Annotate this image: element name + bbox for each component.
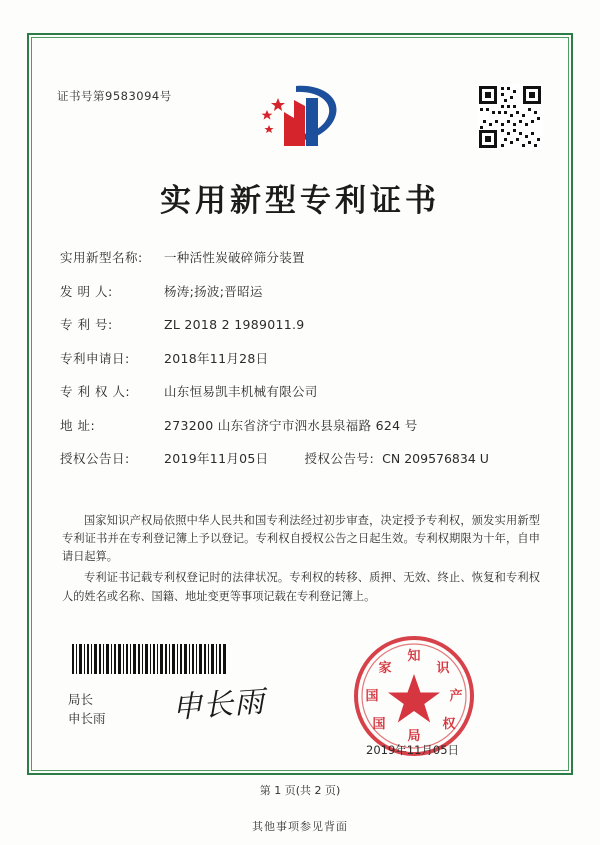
seal-date: 2019年11月05日	[366, 743, 460, 757]
field-row-utility-model-name	[60, 248, 540, 266]
field-value-grant-number: CN 209576834 U	[382, 451, 489, 466]
svg-text:家: 家	[378, 661, 392, 676]
field-label: 发 明 人:	[60, 283, 113, 299]
svg-text:产: 产	[449, 689, 463, 704]
field-row-address	[60, 416, 540, 434]
field-value: 杨涛;扬波;晋昭运	[164, 283, 263, 299]
field-row-application-date	[60, 349, 540, 367]
field-row-patentee	[60, 382, 540, 400]
legal-paragraph-1: 国家知识产权局依照中华人民共和国专利法经过初步审查，决定授予专利权，颁发实用新型专利证书并在专利登记簿上予以登记。专利权自授权公告之日起生效。专利权期限为十年，自申请日起算。	[62, 514, 540, 564]
field-label: 实用新型名称:	[60, 250, 143, 265]
director-title: 局长	[68, 692, 94, 707]
field-row-inventor	[60, 282, 540, 300]
field-value-grant-date: 2019年11月05日	[164, 451, 269, 466]
field-value: 一种活性炭破碎筛分装置	[164, 250, 305, 265]
svg-text:国: 国	[365, 689, 379, 704]
director-title-block	[68, 690, 106, 729]
certificate-number: 证书号第9583094号	[57, 89, 172, 103]
field-row-patent-number	[60, 315, 540, 333]
field-label: 专 利 权 人:	[60, 384, 131, 399]
footer-note: 其他事项参见背面	[252, 820, 348, 833]
qr-code-icon	[477, 84, 543, 150]
field-value: ZL 2018 2 1989011.9	[164, 317, 305, 332]
field-label-grant-number: 授权公告号:	[304, 451, 375, 466]
field-value: 山东恒易凯丰机械有限公司	[164, 384, 318, 399]
page-title: 实用新型专利证书	[160, 183, 440, 219]
handwritten-signature: 申长雨	[170, 684, 267, 726]
field-label: 地 址:	[60, 417, 96, 433]
field-label: 专利申请日:	[60, 350, 130, 366]
field-label-grant-date: 授权公告日:	[60, 451, 130, 466]
field-value: 273200 山东省济宁市泗水县泉福路 624 号	[164, 417, 418, 433]
svg-text:国: 国	[372, 717, 386, 732]
legal-paragraph-2: 专利证书记载专利权登记时的法律状况。专利权的转移、质押、无效、终止、恢复和专利权人的姓名或名称、国籍、地址变更等事项记载在专利登记簿上。	[62, 571, 540, 603]
svg-text:识: 识	[436, 661, 450, 676]
field-label: 专 利 号:	[60, 317, 113, 332]
svg-text:局: 局	[407, 729, 421, 744]
field-row-grant-announcement	[60, 449, 540, 467]
official-seal-icon	[352, 634, 476, 758]
director-name: 申长雨	[68, 711, 106, 727]
field-value: 2018年11月28日	[164, 350, 269, 366]
page-number: 第 1 页(共 2 页)	[259, 784, 341, 797]
certificate-fields	[60, 248, 540, 483]
cnipa-logo-icon	[248, 80, 344, 154]
barcode-icon	[72, 644, 228, 674]
svg-text:知: 知	[407, 649, 421, 664]
svg-text:权: 权	[442, 717, 456, 732]
legal-body-text	[62, 512, 540, 609]
